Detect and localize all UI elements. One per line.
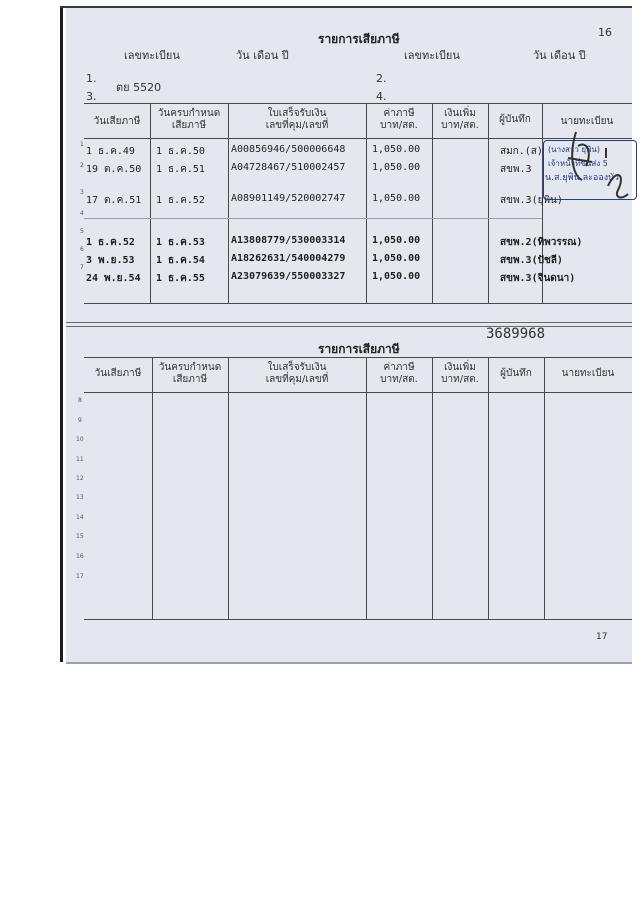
col-header-receipt: ใบเสร็จรับเงิน เลขที่คุม/เลขที่ [265,362,329,385]
page-number-top: 16 [598,26,612,39]
left-date-label: วัน เดือน ปี [236,49,289,62]
table-rule [84,392,632,393]
col-header-paid-date: วันเสียภาษี [94,368,142,379]
col-divider [488,357,489,619]
stamp-line: เจ้าหน้าที่ขนส่ง 5 [548,159,608,168]
paid-date: 17 ต.ค.51 [86,195,142,206]
paid-date: 1 ธ.ค.52 [86,237,135,248]
row-index: 6 [80,246,84,253]
reg-entry-no: 1. [86,72,97,85]
tax-amount: 1,050.00 [372,235,421,246]
tax-amount: 1,050.00 [372,253,421,264]
col-header-surcharge: เงินเพิ่ม บาท/สต. [441,362,479,385]
receipt-number: A13808779/530003314 [231,235,346,246]
row-index: 7 [80,264,84,271]
row-index: 4 [80,210,84,217]
col-divider [228,357,229,619]
signature-mark [548,128,638,208]
col-header-recorder: ผู้บันทึก [499,114,531,125]
table-rule [84,357,632,358]
row-index: 8 [78,397,82,404]
table-rule [84,103,632,104]
tax-amount: 1,050.00 [372,144,421,155]
reg-entry-value: ตย 5520 [116,81,162,94]
due-date: 1 ธ.ค.51 [156,164,205,175]
receipt-number: A18262631/540004279 [231,253,346,264]
due-date: 1 ธ.ค.55 [156,273,205,284]
row-index: 5 [80,228,84,235]
row-index: 16 [76,553,84,560]
row-index: 13 [76,494,84,501]
table-rule [84,303,632,304]
section-divider [66,322,632,323]
paid-date: 19 ต.ค.50 [86,164,142,175]
page-left-edge [60,6,63,662]
row-index: 3 [80,189,84,196]
receipt-number: A04728467/510002457 [231,162,346,173]
recorder: สขพ.3(ยุพิน) [500,195,563,206]
tax-amount: 1,050.00 [372,193,421,204]
tax-amount: 1,050.00 [372,271,421,282]
page-top-edge [60,6,632,8]
recorder: สมก.(ส) [500,146,543,157]
reg-entry-no: 4. [376,90,387,103]
col-header-surcharge: เงินเพิ่ม บาท/สต. [441,108,479,131]
col-divider [228,103,229,303]
receipt-number: A08901149/520002747 [231,193,346,204]
receipt-number: A23079639/550003327 [231,271,346,282]
due-date: 1 ธ.ค.50 [156,146,205,157]
right-reg-label: เลขทะเบียน [404,49,460,62]
col-divider [432,357,433,619]
serial-number: 3689968 [486,326,546,342]
col-divider [366,357,367,619]
reg-entry-no: 2. [376,72,387,85]
registrar-name: น.ส.ยุพิน ละอองบัว [545,173,619,183]
due-date: 1 ธ.ค.53 [156,237,205,248]
top-section-title: รายการเสียภาษี [318,32,400,46]
recorder: สขพ.3(จินดนา) [500,273,576,284]
row-index: 2 [80,162,84,169]
col-header-due-date: วันครบกำหนด เสียภาษี [158,362,222,385]
stamp-line: (นางสาว ยุพิน) [548,145,600,154]
due-date: 1 ธ.ค.54 [156,255,205,266]
table-rule [84,619,632,620]
recorder: สขพ.3(ปัชลี) [500,255,563,266]
col-header-tax: ค่าภาษี บาท/สต. [380,362,418,385]
section-divider [66,326,632,327]
col-divider [150,103,151,303]
paid-date: 24 พ.ย.54 [86,273,141,284]
col-header-paid-date: วันเสียภาษี [93,116,141,127]
row-index: 14 [76,514,84,521]
due-date: 1 ธ.ค.52 [156,195,205,206]
row-index: 9 [78,417,82,424]
col-divider [152,357,153,619]
receipt-number: A00856946/500006648 [231,144,346,155]
row-index: 1 [80,141,84,148]
col-divider [432,103,433,303]
row-index: 15 [76,533,84,540]
row-index: 17 [76,573,84,580]
col-header-tax: ค่าภาษี บาท/สต. [380,108,418,131]
col-header-registrar: นายทะเบียน [560,116,614,127]
reg-entry-no: 3. [86,90,97,103]
col-header-due-date: วันครบกำหนด เสียภาษี [157,108,221,131]
bottom-section-title: รายการเสียภาษี [318,342,400,356]
col-header-recorder: ผู้บันทึก [500,368,532,379]
recorder: สขพ.2(ทิพวรรณ) [500,237,583,248]
page-number-bottom: 17 [596,632,608,642]
paid-date: 1 ธ.ค.49 [86,146,135,157]
row-index: 11 [76,456,84,463]
col-divider [544,357,545,619]
paid-date: 3 พ.ย.53 [86,255,135,266]
col-header-receipt: ใบเสร็จรับเงิน เลขที่คุม/เลขที่ [265,108,329,131]
right-date-label: วัน เดือน ปี [533,49,586,62]
col-divider [488,103,489,303]
row-index: 10 [76,436,84,443]
col-divider [366,103,367,303]
recorder: สขพ.3 [500,164,532,175]
faint-rule [84,218,542,219]
page-bottom-edge [66,662,632,664]
col-header-registrar: นายทะเบียน [561,368,615,379]
row-index: 12 [76,475,84,482]
left-reg-label: เลขทะเบียน [124,49,180,62]
tax-amount: 1,050.00 [372,162,421,173]
